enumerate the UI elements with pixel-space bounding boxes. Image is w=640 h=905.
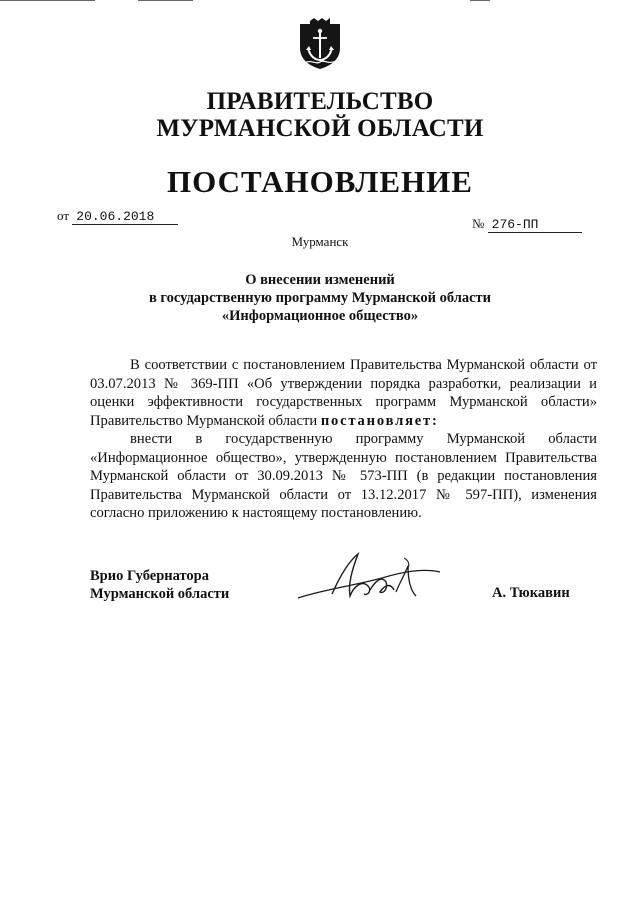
position-line-2: Мурманской области — [90, 586, 230, 602]
organization-name — [0, 88, 640, 142]
document-body — [90, 356, 597, 523]
handwritten-signature-icon — [292, 546, 452, 610]
subject-line-2: в государственную программу Мурманской области — [148, 290, 492, 306]
org-line-1: ПРАВИТЕЛЬСТВО — [206, 88, 434, 115]
document-subject — [0, 271, 640, 325]
signatory-position — [90, 567, 229, 603]
date-prefix: от — [57, 208, 70, 223]
number-prefix: № — [472, 216, 485, 231]
position-line-1: Врио Губернатора — [90, 568, 209, 584]
document-date: 20.06.2018 — [72, 209, 178, 225]
body-paragraph-2: внести в государственную программу Мурманской области «Информационное общество», утвержденную постановлением Правительства Мурманской области от 30.09.2013 № 573-ПП (в редакции постановления Правительства Мурманской области от 13.12.2017 № 597-ПП), изменения согласно приложению к настоящему постановлению. — [90, 431, 597, 521]
subject-line-1: О внесении изменений — [245, 272, 395, 288]
document-type: ПОСТАНОВЛЕНИЕ — [167, 164, 473, 199]
date-row — [57, 208, 178, 225]
body-paragraph-1 — [90, 356, 597, 430]
document-number: 276-ПП — [488, 217, 582, 233]
scan-edge-mark — [138, 0, 193, 1]
body-paragraph-1-text: В соответствии с постановлением Правительства Мурманской области от 03.07.2013 № 369-ПП «Об утверждении порядка разработки, реализации и оценки эффективности государственных программ Мурманской области» Правительство Мурманской области — [90, 357, 597, 429]
scan-edge-mark — [0, 0, 95, 1]
resolution-keyword: постановляет: — [320, 412, 439, 429]
org-line-2: МУРМАНСКОЙ ОБЛАСТИ — [156, 115, 484, 142]
coat-of-arms-icon — [296, 18, 344, 70]
city: Мурманск — [291, 234, 349, 249]
signatory-name: А. Тюкавин — [492, 585, 570, 601]
subject-line-3: «Информационное общество» — [221, 308, 419, 324]
number-row — [472, 216, 582, 233]
scan-edge-mark — [470, 0, 490, 1]
